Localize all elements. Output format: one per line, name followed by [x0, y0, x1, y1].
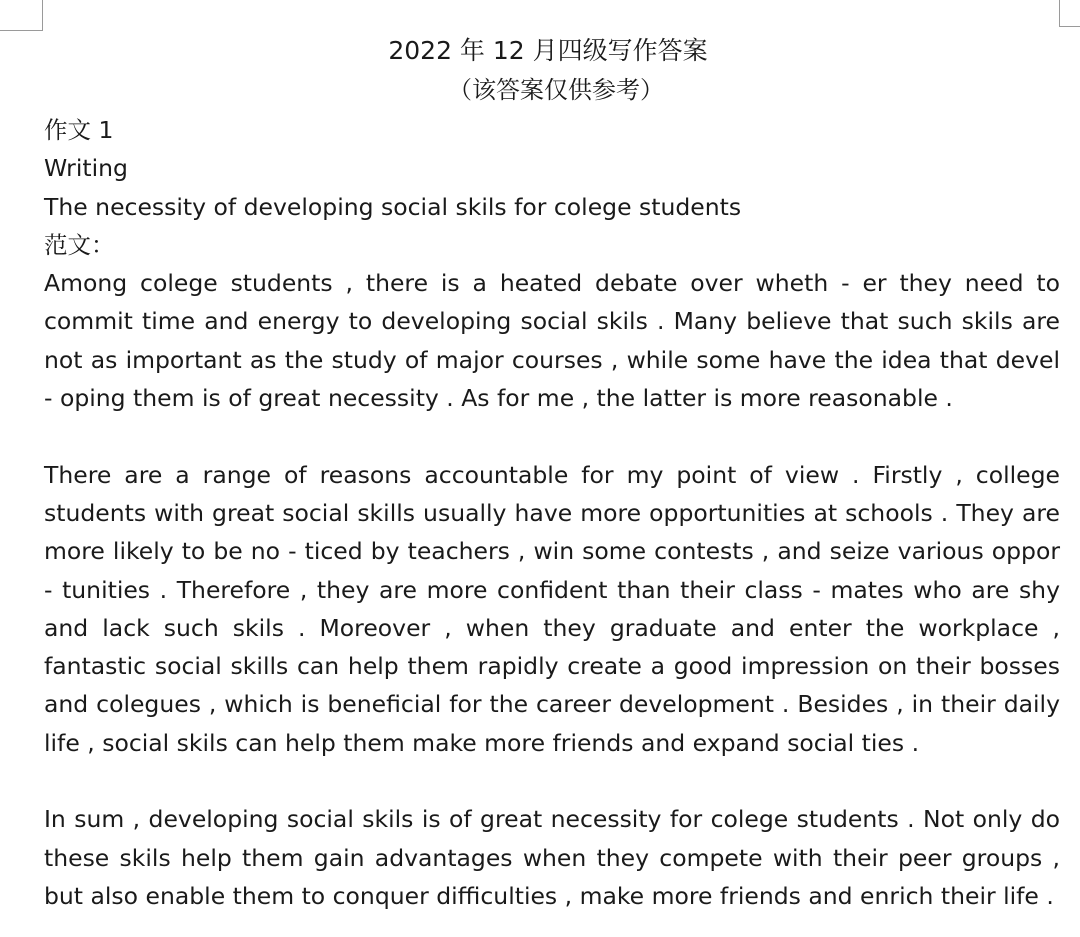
paragraph-spacer [44, 762, 1060, 800]
section-label: Writing [44, 154, 128, 183]
essay-paragraph-2: There are a range of reasons accountable for my point of view . Firstly , college students with great social skills usually have more opportunities at schools . They are more likely to be no - ticed by teachers , win some contests , and seize various oppor - tunities . Therefore , they are more confident than their class - mates who are shy and lack such skils . Moreover , when they graduate and enter the workplace , fantastic social skills can help them rapidly create a good impression on their bosses and colegues , which is beneficial for the career development . Besides , in their daily life , social skils can help them make more friends and expand social ties . [44, 460, 1060, 757]
sample-label: 范文： [44, 230, 115, 259]
essay-topic: The necessity of developing social skils for colege students [44, 192, 742, 221]
essay-label: 作文 1 [44, 116, 114, 144]
document-subtitle: （该答案仅供参考） [448, 76, 664, 104]
essay-paragraph-3: In sum , developing social skils is of great necessity for colege students . Not only do these skils help them gain advantages when they compete with their peer groups , but also enable them to conquer difficulties , make more friends and enrich their life . [44, 805, 1060, 910]
document-title: 2022 年 12 月四级写作答案 [388, 36, 708, 65]
document-body [44, 111, 1060, 915]
paragraph-spacer [44, 417, 1060, 455]
essay-paragraph-1: Among colege students , there is a heated debate over wheth - er they need to commit time and energy to developing social skils . Many believe that such skils are not as important as the study of major courses , while some have the idea that devel - oping them is of great necessity . As for me , the latter is more reasonable . [44, 269, 1060, 413]
